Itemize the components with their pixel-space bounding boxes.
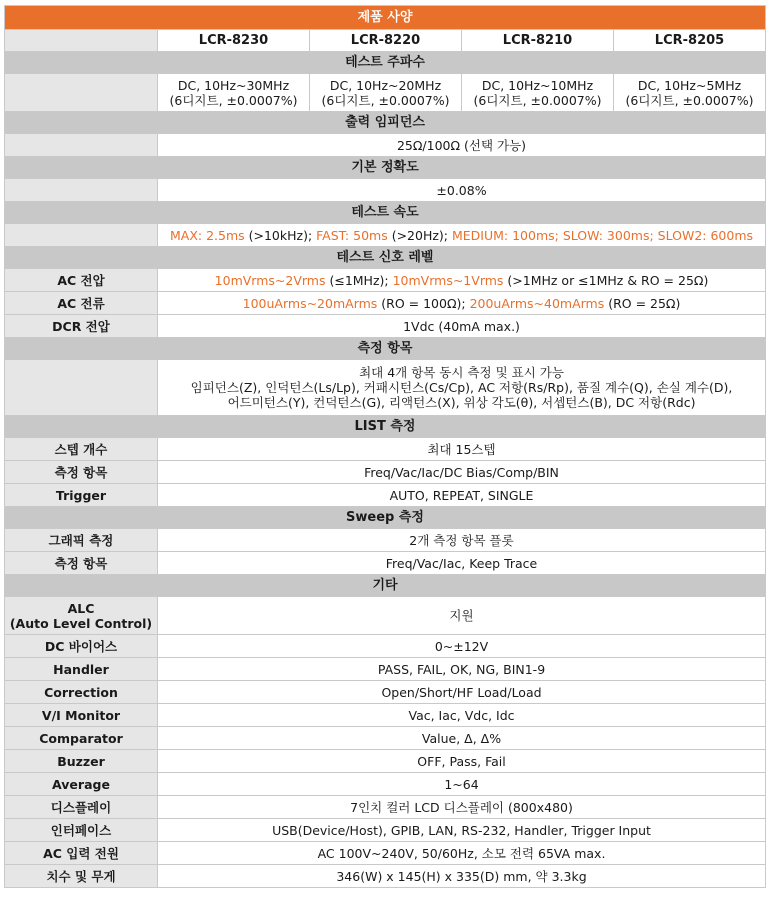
meas-label-blank: [5, 360, 158, 416]
list-row-label: 측정 항목: [5, 461, 158, 484]
section-sweep-measurement: Sweep 측정: [5, 507, 766, 529]
freq-value-2-line1: DC, 10Hz~20MHz: [329, 77, 442, 93]
list-row-label: Trigger: [5, 484, 158, 507]
alc-label-line1: ALC: [67, 600, 95, 616]
etc-row-value: 0~±12V: [158, 635, 766, 658]
acc-label-blank: [5, 179, 158, 202]
ac-voltage-range-1: 10mVrms~2Vrms: [214, 272, 326, 288]
speed-value: [158, 224, 766, 247]
etc-row-label: 인터페이스: [5, 819, 158, 842]
meas-value: [158, 360, 766, 416]
etc-row-value: Vac, Iac, Vdc, Idc: [158, 704, 766, 727]
speed-max-cond: (>10kHz);: [244, 227, 317, 243]
freq-value-1-line1: DC, 10Hz~30MHz: [177, 77, 290, 93]
model-header-2: LCR-8220: [310, 30, 462, 52]
etc-row-label: Average: [5, 773, 158, 796]
freq-value-4-line1: DC, 10Hz~5MHz: [637, 77, 742, 93]
ac-current-cond-1: (RO = 100Ω);: [377, 295, 470, 311]
ac-voltage-label: AC 전압: [5, 269, 158, 292]
list-row-value: AUTO, REPEAT, SINGLE: [158, 484, 766, 507]
etc-row-label: Buzzer: [5, 750, 158, 773]
etc-row-label: 치수 및 무게: [5, 865, 158, 888]
model-header-1: LCR-8230: [158, 30, 310, 52]
freq-value-3: [462, 74, 614, 112]
meas-line-2: 임피던스(Z), 인덕턴스(Ls/Lp), 커패시턴스(Cs/Cp), AC 저항(Rs/Rp), 품질 계수(Q), 손실 계수(D),: [190, 380, 733, 395]
etc-row-value: AC 100V~240V, 50/60Hz, 소모 전력 65VA max.: [158, 842, 766, 865]
meas-line-3: 어드미턴스(Y), 컨덕턴스(G), 리액턴스(X), 위상 각도(θ), 서셉턴스(B), DC 저항(Rdc): [227, 395, 696, 410]
speed-label-blank: [5, 224, 158, 247]
etc-row-label: 디스플레이: [5, 796, 158, 819]
dcr-voltage-value: 1Vdc (40mA max.): [158, 315, 766, 338]
ac-current-range-1: 100uArms~20mArms: [242, 295, 378, 311]
speed-fast: FAST: 50ms: [316, 227, 388, 243]
etc-row-value: PASS, FAIL, OK, NG, BIN1-9: [158, 658, 766, 681]
freq-value-2: [310, 74, 462, 112]
etc-row-value: Value, Δ, Δ%: [158, 727, 766, 750]
section-list-measurement: LIST 측정: [5, 416, 766, 438]
meas-line-1: 최대 4개 항목 동시 측정 및 표시 가능: [359, 365, 564, 380]
ac-current-label: AC 전류: [5, 292, 158, 315]
model-header-3: LCR-8210: [462, 30, 614, 52]
freq-value-4-line2: (6디지트, ±0.0007%): [625, 92, 754, 108]
section-test-signal-level: 테스트 신호 레벨: [5, 247, 766, 269]
etc-row-label: Correction: [5, 681, 158, 704]
sweep-row-value: 2개 측정 항목 플롯: [158, 529, 766, 552]
etc-row-label: DC 바이어스: [5, 635, 158, 658]
section-basic-accuracy: 기본 정확도: [5, 157, 766, 179]
freq-value-1-line2: (6디지트, ±0.0007%): [169, 92, 298, 108]
etc-row-value: 7인치 컬러 LCD 디스플레이 (800x480): [158, 796, 766, 819]
ac-voltage-cond-2: (>1MHz or ≤1MHz & RO = 25Ω): [503, 272, 709, 288]
etc-row-value: USB(Device/Host), GPIB, LAN, RS-232, Handler, Trigger Input: [158, 819, 766, 842]
table-title: 제품 사양: [5, 6, 766, 30]
alc-label-line2: (Auto Level Control): [9, 615, 153, 631]
section-output-impedance: 출력 임피던스: [5, 112, 766, 134]
speed-max: MAX: 2.5ms: [169, 227, 245, 243]
etc-row-label: Comparator: [5, 727, 158, 750]
spec-table: [4, 5, 766, 888]
etc-row-value: 346(W) x 145(H) x 335(D) mm, 약 3.3kg: [158, 865, 766, 888]
etc-row-value: OFF, Pass, Fail: [158, 750, 766, 773]
sweep-row-label: 측정 항목: [5, 552, 158, 575]
imp-value: 25Ω/100Ω (선택 가능): [158, 134, 766, 157]
alc-label: [5, 597, 158, 635]
speed-fast-cond: (>20Hz);: [387, 227, 452, 243]
sweep-row-label: 그래픽 측정: [5, 529, 158, 552]
ac-current-cond-2: (RO = 25Ω): [604, 295, 681, 311]
freq-value-3-line2: (6디지트, ±0.0007%): [473, 92, 602, 108]
dcr-voltage-label: DCR 전압: [5, 315, 158, 338]
ac-voltage-range-2: 10mVrms~1Vrms: [392, 272, 504, 288]
header-blank: [5, 30, 158, 52]
alc-value: 지원: [158, 597, 766, 635]
etc-row-label: V/I Monitor: [5, 704, 158, 727]
speed-rest: MEDIUM: 100ms; SLOW: 300ms; SLOW2: 600ms: [451, 227, 754, 243]
etc-row-value: 1~64: [158, 773, 766, 796]
section-test-speed: 테스트 속도: [5, 202, 766, 224]
list-row-value: 최대 15스텝: [158, 438, 766, 461]
ac-current-value: [158, 292, 766, 315]
freq-value-4: [614, 74, 766, 112]
etc-row-label: Handler: [5, 658, 158, 681]
model-header-4: LCR-8205: [614, 30, 766, 52]
section-measurement-items: 측정 항목: [5, 338, 766, 360]
freq-label-blank: [5, 74, 158, 112]
imp-label-blank: [5, 134, 158, 157]
list-row-value: Freq/Vac/Iac/DC Bias/Comp/BIN: [158, 461, 766, 484]
etc-row-value: Open/Short/HF Load/Load: [158, 681, 766, 704]
ac-voltage-cond-1: (≤1MHz);: [325, 272, 393, 288]
list-row-label: 스텝 개수: [5, 438, 158, 461]
sweep-row-value: Freq/Vac/Iac, Keep Trace: [158, 552, 766, 575]
freq-value-1: [158, 74, 310, 112]
freq-value-2-line2: (6디지트, ±0.0007%): [321, 92, 450, 108]
section-test-frequency: 테스트 주파수: [5, 52, 766, 74]
section-etc: 기타: [5, 575, 766, 597]
acc-value: ±0.08%: [158, 179, 766, 202]
etc-row-label: AC 입력 전원: [5, 842, 158, 865]
ac-current-range-2: 200uArms~40mArms: [469, 295, 605, 311]
freq-value-3-line1: DC, 10Hz~10MHz: [481, 77, 594, 93]
ac-voltage-value: [158, 269, 766, 292]
